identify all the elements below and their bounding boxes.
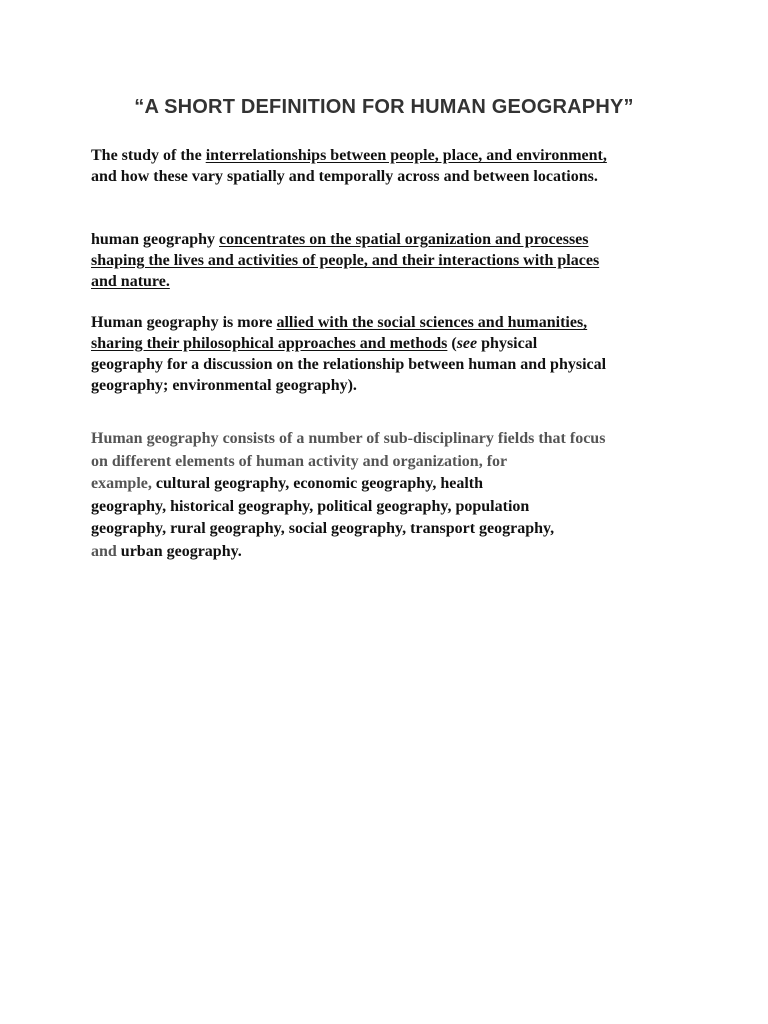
p3-text-e: geography; environmental geography).: [91, 377, 357, 394]
p3-paren: (: [447, 335, 457, 352]
p1-underlined: interrelationships between people, place, and environment,: [205, 147, 607, 164]
alliance-paragraph: [91, 312, 691, 396]
link-urban-geography[interactable]: urban geography: [120, 542, 238, 560]
p2-text: human geography: [91, 231, 220, 248]
focus-paragraph: [91, 229, 691, 292]
p1-text-2: and how these vary spatially and temporally across and between locations.: [91, 168, 598, 185]
p2-underlined-2: shaping the lives and activities of people, and their interactions with places: [91, 252, 600, 269]
link-historical-geography[interactable]: historical geography: [170, 497, 310, 515]
p4-sep: ,: [432, 475, 441, 492]
p4-sep: ,: [309, 497, 318, 515]
p3-underlined-2: sharing their philosophical approaches and methods: [91, 335, 448, 352]
p3-text: Human geography is more: [91, 314, 277, 331]
document-title: “A SHORT DEFINITION FOR HUMAN GEOGRAPHY”: [134, 96, 634, 118]
p2-underlined-1: concentrates on the spatial organization and processes: [219, 231, 589, 248]
subfields-paragraph: [91, 428, 691, 563]
p4-period: .: [237, 542, 242, 560]
p4-sep: ,: [162, 497, 171, 515]
p3-physical: physical: [477, 335, 538, 352]
link-cultural-geography[interactable]: cultural geography: [155, 475, 286, 492]
p2-underlined-3: and nature.: [91, 273, 170, 290]
p4-line-1: Human geography consists of a number of sub-disciplinary fields that focus: [91, 430, 606, 447]
link-health-text-2: geography: [91, 497, 163, 515]
p4-line-2: on different elements of human activity and organization, for: [91, 452, 508, 470]
p4-sep: ,: [550, 520, 555, 537]
p4-sep: ,: [280, 520, 289, 537]
p4-sep: ,: [447, 497, 456, 515]
p4-and: and: [91, 542, 121, 560]
link-population-text-2: geography: [91, 520, 163, 537]
link-transport-geography[interactable]: transport geography: [410, 520, 551, 537]
p4-sep: ,: [285, 475, 294, 492]
link-economic-geography[interactable]: economic geography: [293, 475, 433, 492]
link-political-geography[interactable]: political geography: [317, 497, 448, 515]
link-social-geography[interactable]: social geography: [288, 520, 403, 537]
p1-text: The study of the: [91, 147, 206, 164]
definition-paragraph: [91, 145, 691, 187]
p4-sep: ,: [162, 520, 171, 537]
link-rural-geography[interactable]: rural geography: [170, 520, 281, 537]
p4-sep: ,: [402, 520, 411, 537]
link-health-text: health: [440, 475, 483, 492]
p3-text-d: geography for a discussion on the relationship between human and physical: [91, 356, 607, 373]
p4-example: example,: [91, 475, 156, 492]
p3-see: see: [456, 335, 478, 352]
link-population-text: population: [455, 497, 530, 515]
p3-underlined-1: allied with the social sciences and humanities,: [276, 314, 588, 331]
